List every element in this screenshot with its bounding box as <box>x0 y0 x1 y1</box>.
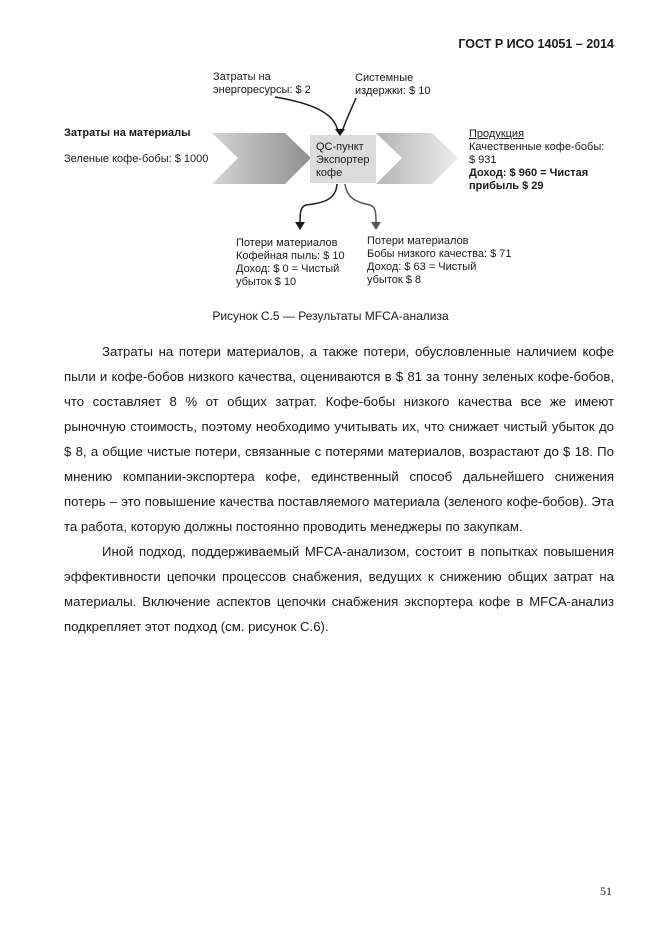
loss-arrow-1 <box>300 184 337 225</box>
loss-block-low-quality: Потери материалов Бобы низкого качества: $ 71 Доход: $ 63 = Чистый убыток $ 8 <box>367 235 512 286</box>
figure-caption: Рисунок С.5 — Результаты MFCA-анализа <box>212 309 449 323</box>
output-arrow-shape <box>376 133 458 184</box>
page-number: 51 <box>600 884 612 898</box>
body-text <box>64 339 614 639</box>
green-beans-cost: Зеленые кофе-бобы: $ 1000 <box>64 153 209 165</box>
product-block: Продукция Качественные кофе-бобы: $ 931 Доход: $ 960 = Чистая прибыль $ 29 <box>469 128 605 192</box>
product-income: Доход: $ 960 = Чистая <box>469 167 589 179</box>
energy-costs-label: Затраты на энергоресурсы: $ 2 <box>213 71 311 96</box>
materials-title: Затраты на материалы <box>64 127 191 139</box>
system-arrow <box>342 98 356 132</box>
loss-arrowhead-1 <box>295 222 305 230</box>
process-label: QC-пункт Экспортер кофе <box>316 141 370 179</box>
product-title: Продукция <box>469 128 525 140</box>
loss-arrowhead-2 <box>371 222 381 230</box>
loss-block-dust: Потери материалов Кофейная пыль: $ 10 Доход: $ 0 = Чистый убыток $ 10 <box>236 237 345 288</box>
loss-arrow-2 <box>345 184 376 225</box>
paragraph: Затраты на потери материалов, а также потери, обусловленные наличием кофе пыли и кофе-бобов низкого качества, оцениваются в $ 81 за тонну зеленых кофе-бобов, что составляет 8 % от общих затрат. Кофе-бобы низкого качества все же имеют рыночную стоимость, поэтому необходимо учитывать их, что снижает чистый убыток до $ 8, а общие чистые потери, связанные с потерями материалов, возрастают до $ 18. По мнению компании-экспортера кофе, единственный способ дальнейшего снижения потерь – это повышение качества поставляемого материала (зеленого кофе-бобов). Эта та работа, которую должны постоянно проводить менеджеры по закупкам. <box>64 344 614 534</box>
paragraph: Иной подход, поддерживаемый MFCA-анализом, состоит в попытках повышения эффективности цепочки процессов снабжения, ведущих к снижению общих затрат на материалы. Включение аспектов цепочки снабжения экспортера кофе в MFCA-анализ подкрепляет этот подход (см. рисунок С.6). <box>64 544 614 634</box>
input-arrow-shape <box>212 133 311 184</box>
mfca-flow-diagram <box>0 0 661 300</box>
system-costs-label: Системные издержки: $ 10 <box>355 72 431 97</box>
document-header: ГОСТ Р ИСО 14051 – 2014 <box>458 37 614 51</box>
input-arrowhead <box>335 129 345 136</box>
energy-arrow <box>275 97 338 132</box>
